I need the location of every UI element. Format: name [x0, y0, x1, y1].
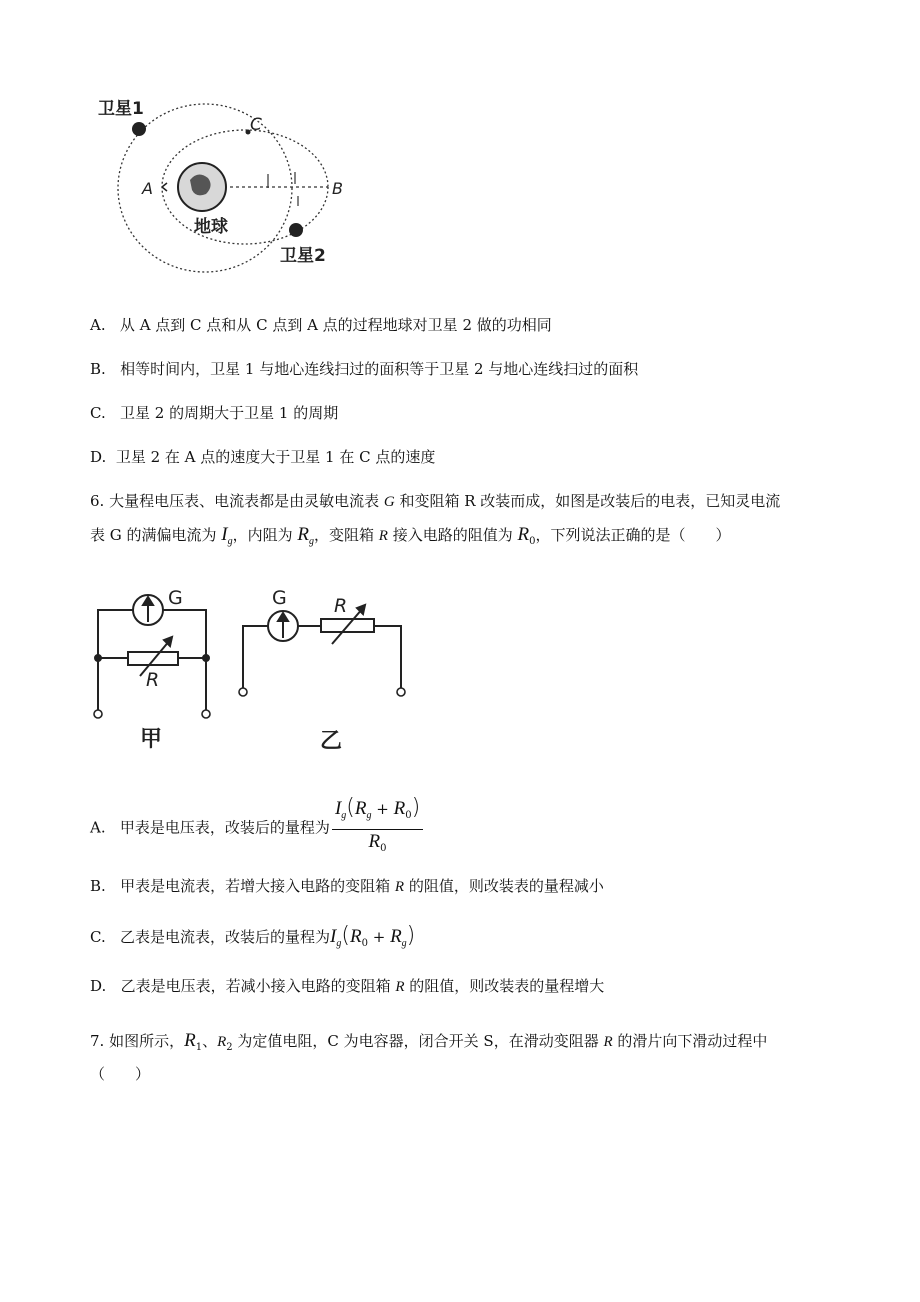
- yi-label-r: R: [334, 595, 348, 617]
- label-satellite-2: 卫星2: [280, 246, 326, 266]
- wire: [243, 626, 268, 688]
- sub-0: 0: [529, 536, 536, 547]
- label-a: A: [142, 179, 153, 198]
- q6-stem-line-1: [90, 491, 780, 512]
- option-letter: A.: [90, 818, 106, 837]
- junction: [203, 655, 209, 661]
- sub-g: g: [227, 536, 233, 547]
- wire: [98, 610, 133, 658]
- needle-arrow: [278, 613, 288, 621]
- symbol-i: I: [221, 524, 228, 545]
- label-satellite-1: 卫星1: [98, 99, 144, 119]
- stem-text: 接入电路的阻值为: [387, 526, 518, 544]
- circuit-yi: [239, 605, 405, 696]
- option-letter: D.: [90, 448, 107, 466]
- option-text: 甲表是电流表，若增大接入电路的变阻箱: [120, 877, 395, 895]
- option-letter: D.: [90, 977, 107, 995]
- stem-text: ，内阻为: [232, 526, 298, 544]
- stem-text: ，变阻箱: [314, 526, 379, 544]
- q6-option-d: D. 乙表是电压表，若减小接入电路的变阻箱 R 的阻值，则改装表的量程增大: [90, 977, 605, 995]
- wire: [374, 626, 401, 688]
- option-text: 从 A 点到 C 点和从 C 点到 A 点的过程地球对卫星 2 做的功相同: [119, 316, 552, 334]
- option-letter: C.: [90, 928, 106, 946]
- option-text: 卫星 2 的周期大于卫星 1 的周期: [120, 404, 339, 422]
- symbol-r: R: [378, 528, 388, 544]
- q6-stem-line-2: [90, 522, 731, 555]
- option-letter: B.: [90, 360, 106, 378]
- circuit-jia: [94, 595, 210, 718]
- symbol-g: G: [383, 494, 395, 510]
- junction: [95, 655, 101, 661]
- wire: [163, 610, 206, 658]
- option-text: 乙表是电流表，改装后的量程为: [120, 928, 331, 946]
- satellite-1: [132, 122, 146, 136]
- option-letter: B.: [90, 877, 106, 895]
- q6-option-c: C. 乙表是电流表，改装后的量程为$I_g(R_0 + R_g)$: [90, 923, 416, 949]
- terminal: [397, 688, 405, 696]
- arrow-a: [162, 183, 167, 191]
- stem-text: 为定值电阻，C 为电容器，闭合开关 S，在滑动变阻器: [232, 1032, 604, 1050]
- needle-arrow: [143, 597, 153, 605]
- stem-text: 和变阻箱 R 改装而成，如图是改装后的电表，已知灵电流: [394, 492, 781, 510]
- option-letter: A.: [90, 316, 106, 334]
- jia-label-g: G: [168, 587, 183, 609]
- circuit-diagrams: [88, 582, 418, 762]
- stem-text: ，下列说法正确的是（ ）: [535, 526, 731, 544]
- option-letter: C.: [90, 404, 106, 422]
- terminal: [94, 710, 102, 718]
- option-text: 的阻值，则改装表的量程增大: [404, 977, 605, 995]
- yi-label-g: G: [272, 587, 287, 609]
- fraction-denominator: $R_0$: [368, 831, 387, 854]
- stem-text: 表 G 的满偏电流为: [90, 526, 222, 544]
- q5-option-a: [90, 315, 552, 335]
- q6-option-b: B. 甲表是电流表，若增大接入电路的变阻箱 R 的阻值，则改装表的量程减小: [90, 877, 604, 895]
- q5-option-c: [90, 403, 338, 423]
- resistor: [128, 652, 178, 665]
- q7-stem-line-1: 7. 如图所示，$R_1$、$R_2$ 为定值电阻，C 为电容器，闭合开关 S，在滑动变阻器 R 的滑片向下滑动过程中: [90, 1030, 768, 1053]
- label-b: B: [332, 179, 343, 198]
- option-text: 相等时间内，卫星 1 与地心连线扫过的面积等于卫星 2 与地心连线扫过的面积: [120, 360, 639, 378]
- q5-option-d: [90, 447, 435, 467]
- option-text: 卫星 2 在 A 点的速度大于卫星 1 在 C 点的速度: [115, 448, 436, 466]
- fraction-numerator: $I_g(R_g + R_0)$: [332, 798, 423, 830]
- label-c: C: [250, 115, 262, 135]
- stem-text: 6. 大量程电压表、电流表都是由灵敏电流表: [90, 492, 384, 510]
- terminal: [239, 688, 247, 696]
- terminal: [202, 710, 210, 718]
- stem-text: （ ）: [90, 1065, 151, 1083]
- jia-caption: 甲: [140, 727, 163, 752]
- option-text: 甲表是电压表，改装后的量程为: [119, 818, 330, 837]
- yi-caption: 乙: [320, 729, 343, 754]
- option-text: 的阻值，则改装表的量程减小: [404, 877, 604, 895]
- sub-g: g: [309, 536, 315, 547]
- q6-option-a: [90, 795, 423, 854]
- satellite-orbit-figure: [90, 88, 360, 278]
- range-fraction: [332, 795, 423, 859]
- stem-text: 的滑片向下滑动过程中: [612, 1032, 768, 1050]
- symbol-r: R: [297, 524, 310, 545]
- stem-text: 7. 如图所示，: [90, 1032, 185, 1050]
- satellite-2: [289, 223, 303, 237]
- label-earth: 地球: [194, 217, 228, 237]
- symbol-r: R: [517, 524, 530, 545]
- jia-label-r: R: [146, 669, 160, 691]
- option-text: 乙表是电压表，若减小接入电路的变阻箱: [120, 977, 396, 995]
- q7-stem-line-2: [90, 1064, 150, 1084]
- q5-option-b: [90, 359, 638, 379]
